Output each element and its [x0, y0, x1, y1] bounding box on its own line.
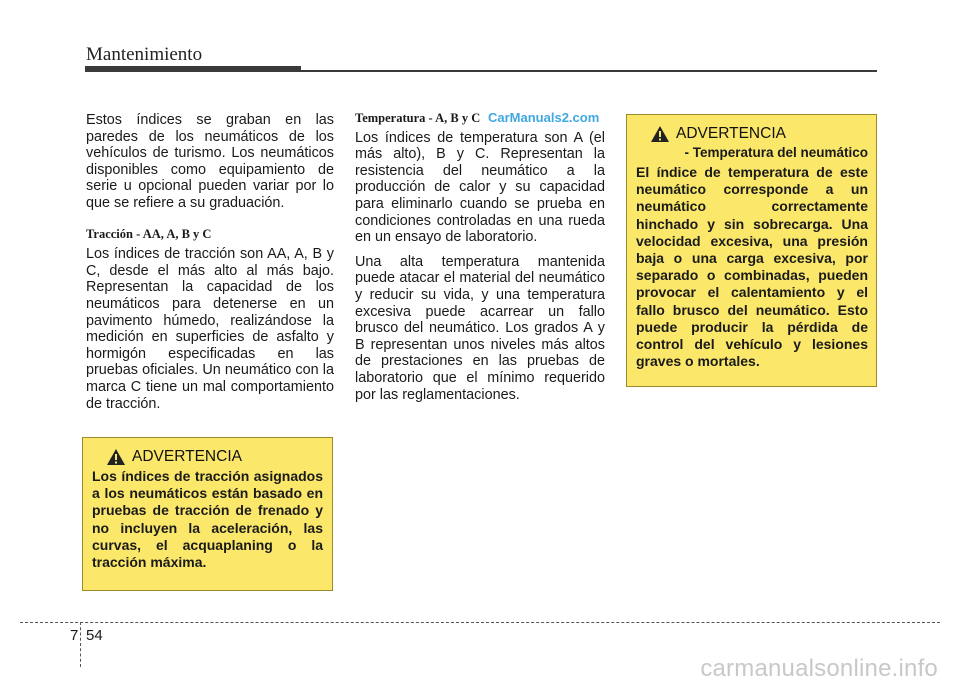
- temperature-warning-box: [626, 114, 877, 387]
- warning-header: [106, 448, 323, 466]
- header-rule-thin: [301, 70, 877, 72]
- warning-title: ADVERTENCIA: [676, 125, 786, 142]
- inline-watermark: CarManuals2.com: [488, 110, 600, 125]
- page-number: 54: [86, 627, 103, 644]
- warning-subtitle: - Temperatura del neumático: [684, 145, 868, 160]
- traction-paragraph: Los índices de tracción son AA, A, B y C, desde el más alto al más bajo. Representan la capacidad de los neumáticos para detenerse en un pavimento húmedo, realizándose la medición en superficies de asfalto y hormigón especificadas en las pruebas oficiales. Un neumático con la marca C tiene un mal comportamiento de tracción.: [86, 246, 334, 412]
- temperature-paragraph-2: Una alta temperatura mantenida puede atacar el material del neumático y reducir su vida, y una temperatura excesiva puede acarrear un fallo brusco del neumático. Los grados A y B representan unos niveles más altos de prestaciones en las pruebas de laboratorio que el mínimo requerido por las reglamentaciones.: [355, 253, 605, 403]
- chapter-number: 7: [70, 627, 79, 644]
- middle-column: [355, 110, 605, 411]
- temperature-paragraph-1: Los índices de temperatura son A (el más alto), B y C. Representan la resistencia del neumático a la producción de calor y su capacidad para eliminarlo cuando se prueba en condiciones controladas en una rueda en un ensayo de laboratorio.: [355, 129, 605, 246]
- footer-rule: [20, 622, 940, 623]
- footer-divider: [80, 622, 81, 667]
- footer-watermark: carmanualsonline.info: [700, 655, 938, 682]
- temperature-heading-text: Temperatura - A, B y C: [355, 111, 481, 125]
- warning-title: ADVERTENCIA: [132, 448, 242, 465]
- traction-warning-box: [82, 437, 333, 591]
- traction-heading: Tracción - AA, A, B y C: [86, 226, 212, 241]
- warning-triangle-icon: [106, 448, 126, 466]
- warning-header: [650, 125, 868, 143]
- warning-triangle-icon: [650, 125, 670, 143]
- header-rule-thick: [85, 66, 301, 72]
- warning-text: El índice de temperatura de este neumático corresponde a un neumático correctamente hinchado y sin sobrecarga. Una velocidad excesiva, una presión baja o una carga excesiva, por separado o combinadas, pueden provocar el calentamiento y el fallo brusco del neumático. Esto puede producir la pérdida de control del vehículo y lesiones graves o mortales.: [636, 164, 868, 370]
- intro-paragraph: Estos índices se graban en las paredes de los neumáticos de los vehículos de turismo. Los neumáticos disponibles como equipamiento de serie u opcional pueden variar por lo que se refiere a su graduación.: [86, 112, 334, 211]
- header-title: Mantenimiento: [86, 44, 203, 65]
- warning-text: Los índices de tracción asignados a los neumáticos están basado en pruebas de tracción de frenado y no incluyen la aceleración, las curvas, el acquaplaning o la tracción máxima.: [92, 468, 323, 571]
- left-column: [86, 112, 334, 420]
